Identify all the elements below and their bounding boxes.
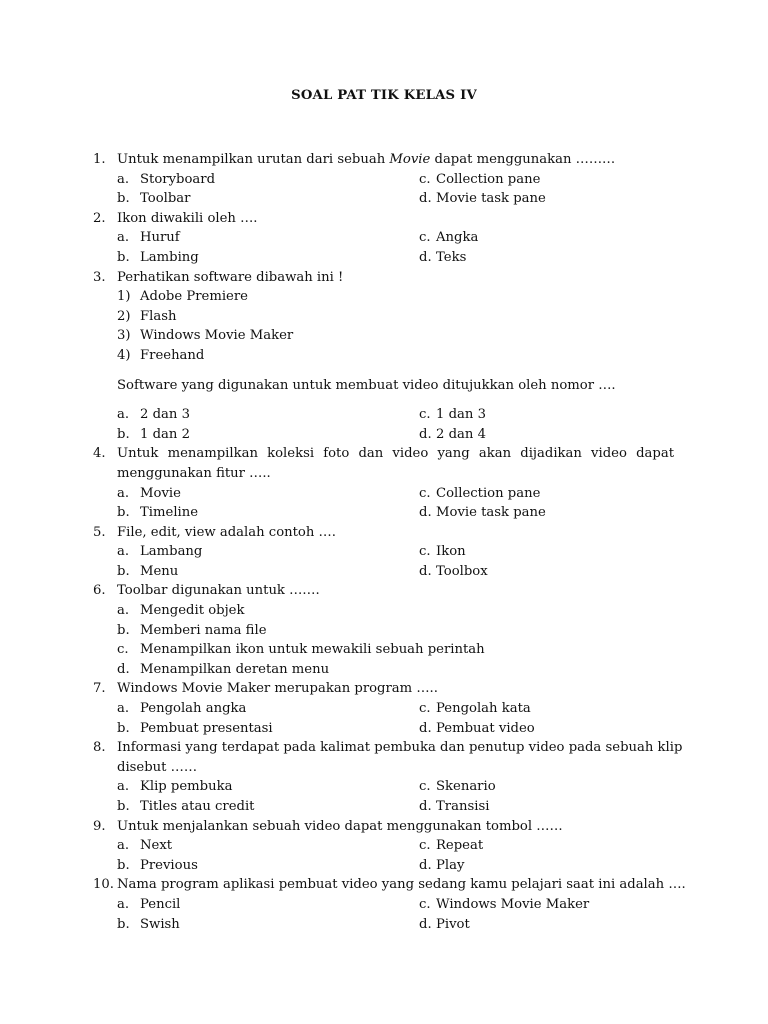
question-2 xyxy=(0,209,768,229)
option-c xyxy=(419,777,496,797)
option-d xyxy=(117,660,329,680)
option-a xyxy=(117,777,232,797)
option-b xyxy=(117,562,178,582)
question-number: 3. xyxy=(93,269,106,285)
option-d xyxy=(419,856,464,876)
option-row xyxy=(0,503,768,523)
option-label: d. xyxy=(419,799,432,814)
option-label: a. xyxy=(117,230,130,246)
option-a xyxy=(117,699,246,719)
option-a xyxy=(117,542,202,562)
item-number: 2) xyxy=(117,308,131,324)
option-text: Memberi nama file xyxy=(140,622,267,638)
option-label: b. xyxy=(117,916,130,932)
option-label: a. xyxy=(117,407,130,423)
question-number: 6. xyxy=(93,583,106,599)
option-label: b. xyxy=(117,720,130,736)
item-text: Flash xyxy=(140,308,177,324)
option-label: c. xyxy=(419,896,431,912)
question-9 xyxy=(0,817,768,837)
prompt-text: Software yang digunakan untuk membuat video ditujukkan oleh nomor …. xyxy=(117,377,616,393)
option-text: 2 dan 3 xyxy=(140,407,190,423)
option-row xyxy=(0,621,768,641)
option-text: Repeat xyxy=(436,838,484,854)
question-text-line-2 xyxy=(0,758,768,778)
option-row xyxy=(0,228,768,248)
option-text: Storyboard xyxy=(140,171,216,187)
option-text: Transisi xyxy=(436,799,490,814)
option-row xyxy=(0,189,768,209)
question-text-part: dapat menggunakan ……… xyxy=(430,152,616,167)
option-label: c. xyxy=(419,171,431,187)
list-item xyxy=(0,307,768,327)
option-label: d. xyxy=(419,916,432,932)
option-row xyxy=(0,405,768,425)
option-a xyxy=(117,228,180,248)
option-row xyxy=(0,797,768,817)
option-b xyxy=(117,503,198,523)
question-1 xyxy=(0,150,768,170)
option-text: Titles atau credit xyxy=(140,799,255,814)
option-text: Collection pane xyxy=(436,485,541,501)
option-row xyxy=(0,660,768,680)
option-label: d. xyxy=(419,720,432,736)
option-c xyxy=(419,699,531,719)
question-text: Windows Movie Maker merupakan program ….. xyxy=(117,681,438,697)
option-d xyxy=(419,797,489,817)
option-text: Skenario xyxy=(436,779,496,795)
option-text: Teks xyxy=(436,249,467,265)
option-text: Pembuat presentasi xyxy=(140,720,273,736)
option-label: c. xyxy=(419,838,431,854)
option-c xyxy=(419,484,540,504)
question-7 xyxy=(0,679,768,699)
question-text-line-1: Untuk menampilkan koleksi foto dan video yang akan dijadikan video dapat xyxy=(117,446,674,462)
option-c xyxy=(117,640,485,660)
option-a xyxy=(117,405,190,425)
option-a xyxy=(117,836,172,856)
option-text: Pengolah kata xyxy=(436,701,531,717)
option-text: Klip pembuka xyxy=(140,779,233,795)
question-number: 10. xyxy=(93,877,114,893)
option-label: a. xyxy=(117,779,130,795)
option-text: Previous xyxy=(140,857,198,873)
option-text: Windows Movie Maker xyxy=(436,896,590,912)
option-text: Swish xyxy=(140,916,180,932)
option-text: Movie task pane xyxy=(436,191,546,207)
option-label: b. xyxy=(117,505,130,521)
option-label: a. xyxy=(117,701,130,717)
question-number: 9. xyxy=(93,818,106,834)
option-b xyxy=(117,425,190,445)
option-text: 1 dan 2 xyxy=(140,426,190,442)
option-text: Collection pane xyxy=(436,171,541,187)
question-number: 2. xyxy=(93,210,106,226)
option-label: c. xyxy=(419,485,431,501)
option-text: Huruf xyxy=(140,230,180,246)
question-number: 5. xyxy=(93,524,106,540)
option-row xyxy=(0,640,768,660)
item-text: Freehand xyxy=(140,347,205,363)
option-text: Pengolah angka xyxy=(140,701,247,717)
item-text: Windows Movie Maker xyxy=(140,328,294,344)
option-d xyxy=(419,503,546,523)
option-b xyxy=(117,248,199,268)
option-label: d. xyxy=(419,249,432,265)
option-d xyxy=(419,248,466,268)
option-text: Pembuat video xyxy=(436,720,535,736)
option-b xyxy=(117,719,273,739)
option-d xyxy=(419,562,488,582)
option-a xyxy=(117,484,181,504)
question-number: 8. xyxy=(93,740,106,756)
option-text: Toolbox xyxy=(436,563,488,579)
option-label: a. xyxy=(117,838,130,854)
option-text: Movie task pane xyxy=(436,505,546,521)
option-text: Movie xyxy=(140,485,181,501)
option-text: Ikon xyxy=(436,544,466,560)
question-text: Ikon diwakili oleh …. xyxy=(117,210,258,226)
option-text: Pencil xyxy=(140,896,181,912)
option-label: d. xyxy=(117,661,130,677)
question-text-emphasis: Movie xyxy=(389,152,431,167)
option-label: d. xyxy=(419,426,432,442)
option-text: Pivot xyxy=(436,916,470,932)
option-label: a. xyxy=(117,171,130,187)
option-text: 1 dan 3 xyxy=(436,407,486,423)
option-row xyxy=(0,699,768,719)
option-d xyxy=(419,425,486,445)
option-text: Angka xyxy=(436,230,479,246)
option-label: c. xyxy=(419,779,431,795)
item-number: 3) xyxy=(117,328,131,344)
option-label: d. xyxy=(419,563,432,579)
question-text xyxy=(117,150,615,170)
option-label: b. xyxy=(117,426,130,442)
option-label: d. xyxy=(419,857,432,873)
option-label: b. xyxy=(117,799,130,814)
question-number: 4. xyxy=(93,446,106,462)
option-text: Timeline xyxy=(140,505,199,521)
option-row xyxy=(0,170,768,190)
question-prompt xyxy=(0,376,768,396)
option-text: Play xyxy=(436,857,465,873)
option-text: Lambang xyxy=(140,544,203,560)
question-text: Perhatikan software dibawah ini ! xyxy=(117,269,344,285)
option-c xyxy=(419,170,540,190)
option-row xyxy=(0,915,768,935)
question-6 xyxy=(0,581,768,601)
option-label: c. xyxy=(419,230,431,246)
question-list xyxy=(0,150,768,934)
option-label: c. xyxy=(419,407,431,423)
option-label: d. xyxy=(419,505,432,521)
option-text: Menampilkan ikon untuk mewakili sebuah perintah xyxy=(140,642,485,658)
option-text: Lambing xyxy=(140,249,199,265)
option-label: a. xyxy=(117,485,130,501)
option-label: b. xyxy=(117,249,130,265)
option-b xyxy=(117,856,198,876)
option-row xyxy=(0,425,768,445)
question-text: disebut …… xyxy=(117,759,198,775)
option-label: b. xyxy=(117,857,130,873)
option-a xyxy=(117,601,244,621)
item-text: Adobe Premiere xyxy=(140,289,248,305)
question-text-part: Untuk menampilkan urutan dari sebuah xyxy=(117,152,390,167)
item-number: 4) xyxy=(117,347,131,363)
question-text: menggunakan fitur ….. xyxy=(117,465,271,481)
option-row xyxy=(0,248,768,268)
option-text: Toolbar xyxy=(140,191,191,207)
question-text: Toolbar digunakan untuk ……. xyxy=(117,583,320,599)
list-item xyxy=(0,287,768,307)
question-text: File, edit, view adalah contoh …. xyxy=(117,524,336,540)
question-8 xyxy=(0,738,768,758)
option-c xyxy=(419,405,486,425)
question-text-line-1: Informasi yang terdapat pada kalimat pembuka dan penutup video pada sebuah klip xyxy=(117,740,683,756)
option-row xyxy=(0,856,768,876)
option-d xyxy=(419,189,546,209)
question-text: Nama program aplikasi pembuat video yang sedang kamu pelajari saat ini adalah …. xyxy=(117,877,686,893)
option-label: c. xyxy=(117,642,129,658)
question-text-line-2 xyxy=(0,464,768,484)
option-c xyxy=(419,895,589,915)
list-item xyxy=(0,326,768,346)
option-text: Menampilkan deretan menu xyxy=(140,661,330,677)
option-b xyxy=(117,915,180,935)
option-text: Mengedit objek xyxy=(140,603,245,619)
question-number: 7. xyxy=(93,681,106,697)
list-item xyxy=(0,346,768,366)
option-label: a. xyxy=(117,896,130,912)
option-d xyxy=(419,915,470,935)
item-number: 1) xyxy=(117,289,131,305)
option-text: 2 dan 4 xyxy=(436,426,486,442)
option-c xyxy=(419,542,466,562)
option-label: d. xyxy=(419,191,432,207)
option-label: c. xyxy=(419,544,431,560)
question-5 xyxy=(0,523,768,543)
option-label: b. xyxy=(117,191,130,207)
option-a xyxy=(117,170,215,190)
question-number: 1. xyxy=(93,152,106,167)
option-label: b. xyxy=(117,622,130,638)
option-label: a. xyxy=(117,603,130,619)
option-row xyxy=(0,719,768,739)
option-row xyxy=(0,562,768,582)
option-a xyxy=(117,895,180,915)
page-title: SOAL PAT TIK KELAS IV xyxy=(291,88,477,103)
option-text: Menu xyxy=(140,563,179,579)
option-d xyxy=(419,719,535,739)
option-c xyxy=(419,228,478,248)
option-row xyxy=(0,895,768,915)
option-b xyxy=(117,621,267,641)
question-10 xyxy=(0,875,768,895)
question-3 xyxy=(0,268,768,288)
option-row xyxy=(0,542,768,562)
option-b xyxy=(117,797,254,817)
option-row xyxy=(0,484,768,504)
option-text: Next xyxy=(140,838,173,854)
option-b xyxy=(117,189,190,209)
question-text: Untuk menjalankan sebuah video dapat menggunakan tombol …… xyxy=(117,818,563,834)
option-label: b. xyxy=(117,563,130,579)
option-c xyxy=(419,836,483,856)
option-label: a. xyxy=(117,544,130,560)
option-row xyxy=(0,836,768,856)
option-row xyxy=(0,777,768,797)
option-label: c. xyxy=(419,701,431,717)
question-4 xyxy=(0,444,768,464)
option-row xyxy=(0,601,768,621)
